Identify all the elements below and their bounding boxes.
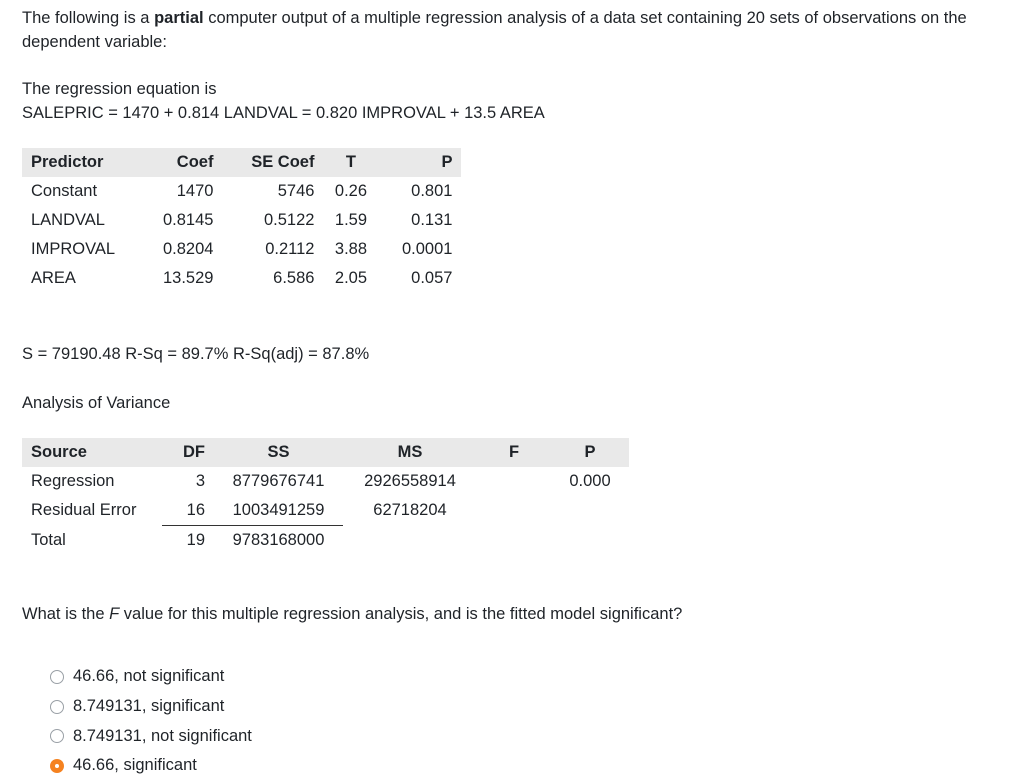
predictor-cell: LANDVAL xyxy=(31,211,105,229)
intro-bold-word: partial xyxy=(154,9,204,27)
ms-cell: 2926558914 xyxy=(364,472,456,490)
header-t: T xyxy=(345,153,357,171)
table-row xyxy=(22,264,461,293)
t-cell: 1.59 xyxy=(334,211,368,229)
coef-cell: 0.8204 xyxy=(163,240,214,258)
f-cell xyxy=(477,496,551,526)
regression-equation: SALEPRIC = 1470 + 0.814 LANDVAL = 0.820 IMPROVAL + 13.5 AREA xyxy=(22,104,545,122)
df-cell: 16 xyxy=(162,496,214,526)
source-cell: Total xyxy=(31,530,66,549)
answer-option[interactable] xyxy=(50,662,252,692)
f-cell xyxy=(477,467,551,496)
option-label: 46.66, not significant xyxy=(73,667,225,686)
option-label: 46.66, significant xyxy=(73,756,197,775)
df-cell: 3 xyxy=(195,472,205,490)
equation-label: The regression equation is xyxy=(22,80,217,98)
se-coef-cell: 0.2112 xyxy=(265,240,315,258)
header-source: Source xyxy=(31,443,87,461)
header-ms: MS xyxy=(397,443,423,461)
table-row xyxy=(22,526,629,556)
p-cell xyxy=(551,526,629,556)
intro-text-end: computer output of a multiple regression analysis of a data set containing 20 sets of observations on the dependent variable: xyxy=(22,9,967,51)
fit-statistics: S = 79190.48 R-Sq = 89.7% R-Sq(adj) = 87.8% xyxy=(22,345,370,363)
t-cell: 3.88 xyxy=(334,240,368,258)
intro-text-start: The following is a xyxy=(22,9,155,27)
table-row xyxy=(22,235,461,264)
table-row xyxy=(22,496,629,526)
ss-cell: 8779676741 xyxy=(232,472,325,490)
predictor-cell: IMPROVAL xyxy=(31,240,116,258)
p-cell: 0.801 xyxy=(411,182,453,200)
p-cell: 0.131 xyxy=(411,211,453,229)
coef-cell: 0.8145 xyxy=(163,211,214,229)
p-cell: 0.0001 xyxy=(402,240,453,258)
radio-button[interactable] xyxy=(50,729,64,743)
table-row xyxy=(22,177,461,206)
header-df: DF xyxy=(183,443,205,461)
problem-intro xyxy=(22,6,1017,54)
header-se-coef: SE Coef xyxy=(251,153,315,171)
p-cell: 0.000 xyxy=(569,472,611,490)
radio-button[interactable] xyxy=(50,700,64,714)
answer-option[interactable] xyxy=(50,692,252,722)
ss-cell: 1003491259 xyxy=(214,496,343,526)
table-header-row xyxy=(22,148,461,177)
source-cell: Residual Error xyxy=(31,501,137,520)
question-text xyxy=(22,605,682,624)
se-coef-cell: 0.5122 xyxy=(264,211,315,229)
table-row xyxy=(22,467,629,496)
answer-option[interactable] xyxy=(50,751,252,781)
predictor-cell: Constant xyxy=(31,182,98,200)
anova-table xyxy=(22,438,629,555)
answer-option[interactable] xyxy=(50,721,252,751)
f-cell xyxy=(477,526,551,556)
ms-cell xyxy=(343,526,477,556)
table-row xyxy=(22,206,461,235)
df-cell: 19 xyxy=(186,531,205,549)
p-cell xyxy=(551,496,629,526)
source-cell: Regression xyxy=(31,472,115,490)
answer-options xyxy=(50,662,252,781)
predictor-cell: AREA xyxy=(31,269,76,287)
ms-cell: 62718204 xyxy=(373,501,447,520)
option-label: 8.749131, significant xyxy=(73,697,225,716)
anova-label: Analysis of Variance xyxy=(22,394,171,412)
question-italic-f: F xyxy=(109,605,120,623)
coef-cell: 1470 xyxy=(176,182,214,200)
radio-button[interactable] xyxy=(50,670,64,684)
header-p: P xyxy=(441,153,453,171)
question-start: What is the xyxy=(22,605,110,623)
se-coef-cell: 5746 xyxy=(277,182,315,200)
header-coef: Coef xyxy=(176,153,214,171)
radio-button[interactable] xyxy=(50,759,64,773)
header-f: F xyxy=(508,443,520,461)
coef-cell: 13.529 xyxy=(163,269,214,287)
t-cell: 0.26 xyxy=(334,182,368,200)
question-end: value for this multiple regression analysis, and is the fitted model significant? xyxy=(119,605,683,623)
header-ss: SS xyxy=(267,443,290,461)
regression-coefficients-table xyxy=(22,148,461,293)
ss-cell: 9783168000 xyxy=(232,531,325,549)
table-header-row xyxy=(22,438,629,467)
option-label: 8.749131, not significant xyxy=(73,726,252,745)
p-cell: 0.057 xyxy=(411,269,453,287)
header-predictor: Predictor xyxy=(31,153,104,171)
header-p: P xyxy=(584,443,596,461)
se-coef-cell: 6.586 xyxy=(273,269,315,287)
t-cell: 2.05 xyxy=(334,269,368,287)
